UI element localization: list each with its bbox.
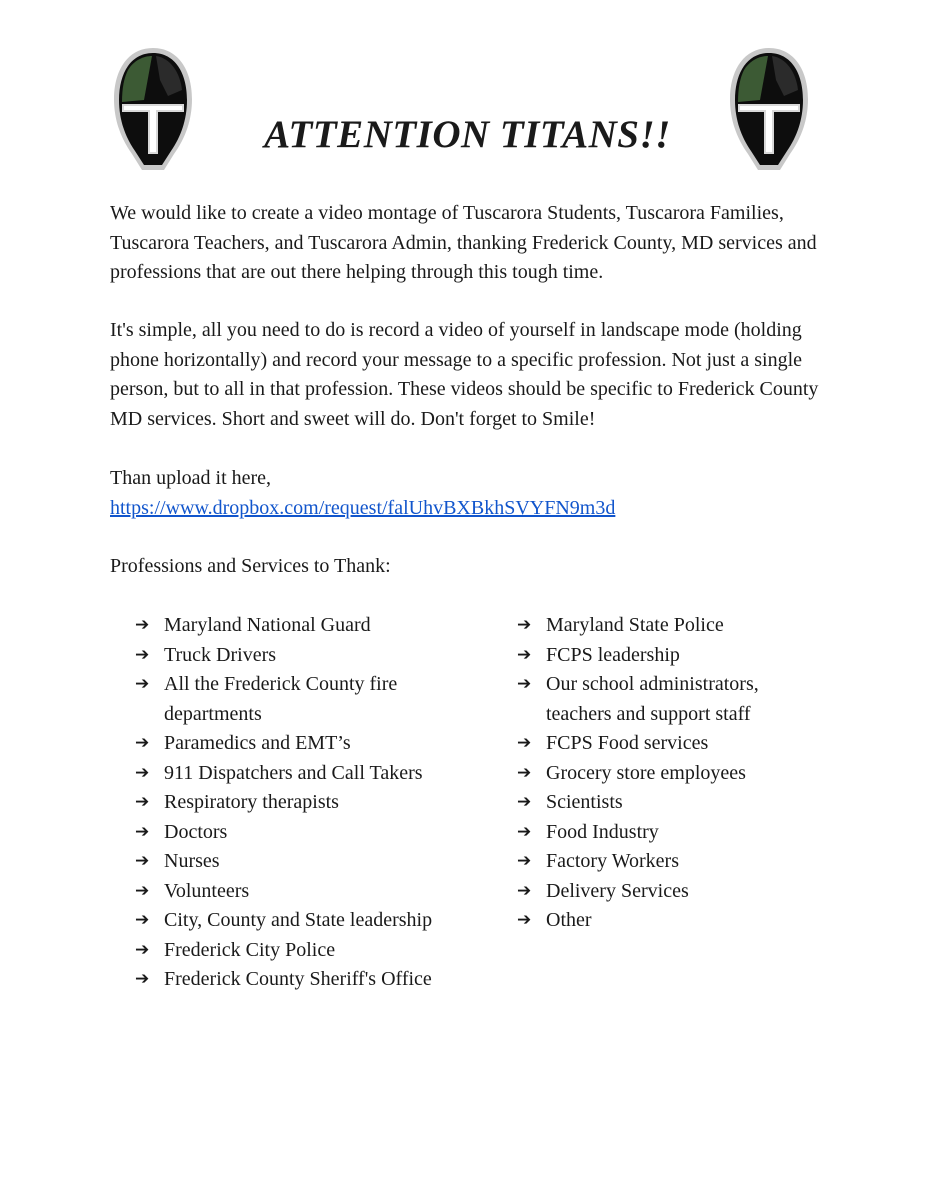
arrow-bullet-icon: ➔: [135, 821, 150, 842]
list-item-label: City, County and State leadership: [164, 909, 433, 931]
list-item: [135, 877, 435, 907]
list-item: [135, 611, 435, 641]
list-item-label: Grocery store employees: [546, 761, 746, 784]
list-item-label: Maryland State Police: [546, 614, 724, 636]
list-item: [135, 818, 435, 848]
arrow-bullet-icon: ➔: [517, 644, 532, 665]
upload-section: [110, 464, 830, 523]
arrow-bullet-icon: ➔: [517, 821, 532, 842]
list-item-label: Volunteers: [164, 879, 250, 902]
list-item-label: Delivery Services: [546, 879, 689, 902]
list-item: [135, 670, 435, 729]
list-item: [135, 936, 435, 966]
list-item: [517, 847, 817, 877]
arrow-bullet-icon: ➔: [517, 615, 532, 635]
list-heading: Professions and Services to Thank:: [110, 555, 391, 577]
page-title: ATTENTION TITANS!!: [264, 113, 671, 156]
list-item-label: Factory Workers: [546, 850, 679, 872]
list-item: [517, 670, 817, 729]
list-item: [517, 906, 817, 936]
instructions-text: It's simple, all you need to do is record a video of yourself in landscape mode (holding phone horizontally) and record your message to a specific profession. Not just a single person, but to all in that profession. These videos should be specific to Frederick County MD services. Short and sweet will do. Don't forget to Smile!: [110, 319, 819, 430]
list-item-label: Respiratory therapists: [164, 791, 339, 813]
list-item-label: Doctors: [164, 820, 228, 843]
list-item-label: Other: [546, 909, 592, 931]
instructions-paragraph: [110, 316, 830, 434]
arrow-bullet-icon: ➔: [135, 880, 150, 901]
list-item-label: Paramedics and EMT’s: [164, 732, 351, 754]
dropbox-upload-link[interactable]: https://www.dropbox.com/request/falUhvBXBkhSVYFN9m3d: [110, 496, 616, 519]
list-item-label: All the Frederick County fire departments: [164, 673, 398, 725]
list-item-label: FCPS leadership: [546, 643, 680, 666]
arrow-bullet-icon: ➔: [135, 792, 150, 812]
arrow-bullet-icon: ➔: [135, 851, 150, 871]
list-item: [517, 877, 817, 907]
list-item: [517, 788, 817, 818]
list-item-label: Frederick County Sheriff's Office: [164, 968, 432, 990]
arrow-bullet-icon: ➔: [517, 762, 532, 783]
list-item-label: FCPS Food services: [546, 732, 709, 754]
list-item: [135, 847, 435, 877]
list-heading-block: [110, 552, 830, 582]
arrow-bullet-icon: ➔: [135, 939, 150, 960]
list-item: [517, 729, 817, 759]
arrow-bullet-icon: ➔: [135, 644, 150, 665]
arrow-bullet-icon: ➔: [517, 674, 532, 694]
list-item: [517, 759, 817, 789]
list-item-label: Our school administrators, teachers and support staff: [546, 673, 759, 725]
professions-list-right: [517, 611, 817, 936]
list-item-label: 911 Dispatchers and Call Takers: [164, 761, 423, 784]
professions-list-left: [135, 611, 435, 995]
arrow-bullet-icon: ➔: [135, 733, 150, 753]
arrow-bullet-icon: ➔: [135, 969, 150, 989]
arrow-bullet-icon: ➔: [135, 674, 150, 694]
list-item-label: Maryland National Guard: [164, 614, 371, 636]
intro-paragraph: [110, 199, 830, 288]
list-item-label: Scientists: [546, 791, 623, 813]
list-item: [517, 611, 817, 641]
list-item: [135, 788, 435, 818]
list-item-label: Frederick City Police: [164, 938, 336, 961]
list-item: [135, 759, 435, 789]
list-item-label: Truck Drivers: [164, 643, 277, 666]
arrow-bullet-icon: ➔: [517, 851, 532, 871]
intro-text: We would like to create a video montage of Tuscarora Students, Tuscarora Families, Tuscarora Teachers, and Tuscarora Admin, thanking Frederick County, MD services and professions that are out there helping through this tough time.: [110, 202, 817, 283]
arrow-bullet-icon: ➔: [517, 792, 532, 812]
list-item: [135, 965, 435, 995]
arrow-bullet-icon: ➔: [517, 910, 532, 930]
list-item: [135, 906, 435, 936]
list-item: [517, 641, 817, 671]
arrow-bullet-icon: ➔: [135, 910, 150, 930]
arrow-bullet-icon: ➔: [135, 615, 150, 635]
arrow-bullet-icon: ➔: [135, 762, 150, 783]
arrow-bullet-icon: ➔: [517, 733, 532, 753]
arrow-bullet-icon: ➔: [517, 880, 532, 901]
list-item: [517, 818, 817, 848]
list-item: [135, 641, 435, 671]
upload-text: Than upload it here,: [110, 467, 272, 489]
list-item-label: Food Industry: [546, 820, 659, 843]
list-item: [135, 729, 435, 759]
list-item-label: Nurses: [164, 850, 220, 872]
